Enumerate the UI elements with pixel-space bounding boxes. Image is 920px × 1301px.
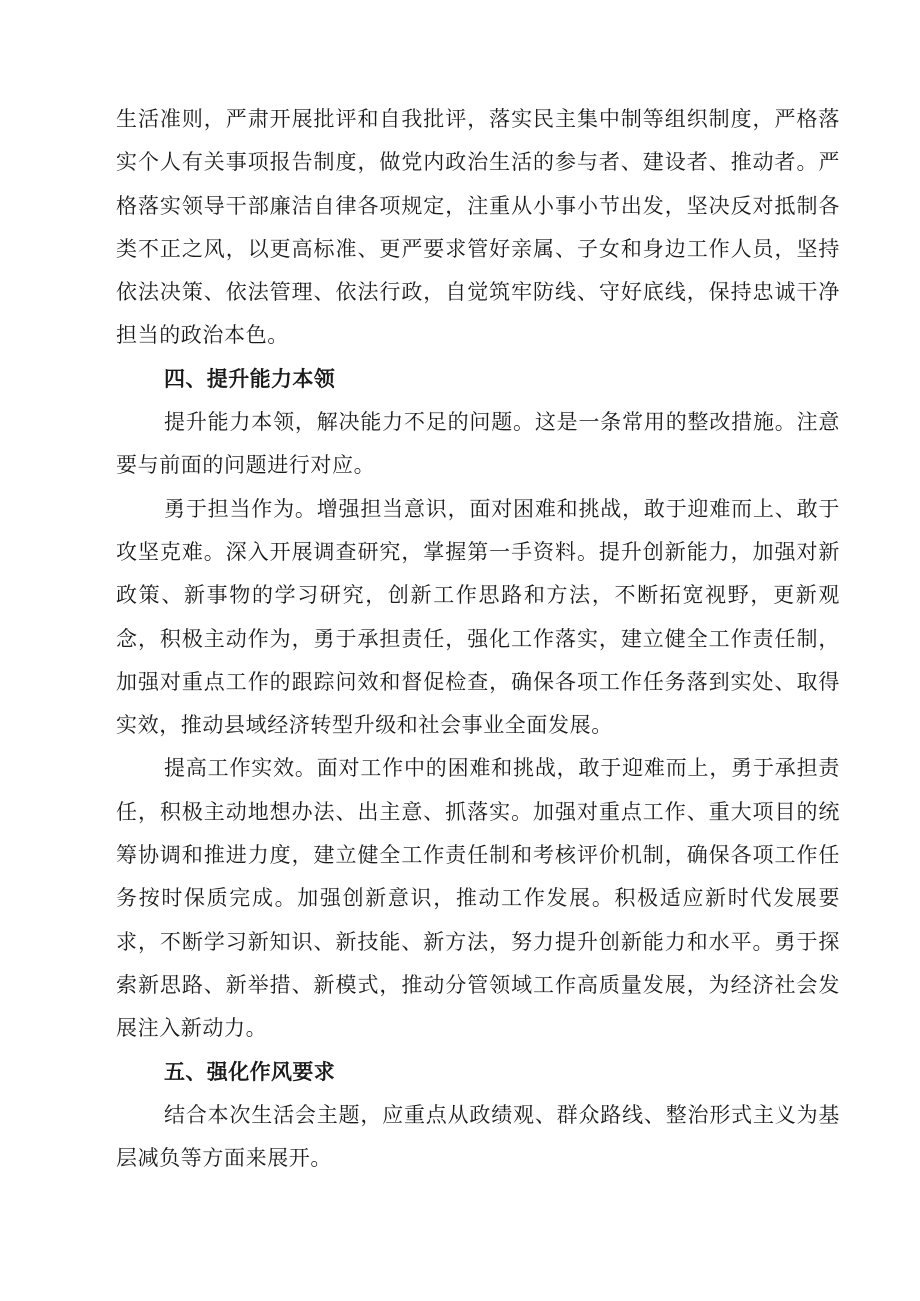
section-heading-5: 五、强化作风要求 xyxy=(164,1059,336,1084)
paragraph-ability-intro: 提升能力本领，解决能力不足的问题。这是一条常用的整改措施。注意要与前面的问题进行对应。 xyxy=(116,410,840,478)
document-page xyxy=(116,98,840,1180)
paragraph-style-intro: 结合本次生活会主题，应重点从政绩观、群众路线、整治形式主义为基层减负等方面来展开。 xyxy=(116,1102,840,1171)
paragraph-take-responsibility: 勇于担当作为。增强担当意识，面对困难和挑战，敢于迎难而上、敢于攻坚克难。深入开展调查研究，掌握第一手资料。提升创新能力，加强对新政策、新事物的学习研究，创新工作思路和方法，不断拓宽视野，更新观念，积极主动作为，勇于承担责任，强化工作落实，建立健全工作责任制，加强对重点工作的跟踪问效和督促检查，确保各项工作任务落到实处、取得实效，推动县域经济转型升级和社会事业全面发展。 xyxy=(116,496,840,738)
paragraph-discipline: 生活准则，严肃开展批评和自我批评，落实民主集中制等组织制度，严格落实个人有关事项报告制度，做党内政治生活的参与者、建设者、推动者。严格落实领导干部廉洁自律各项规定，注重从小事小节出发，坚决反对抵制各类不正之风，以更高标准、更严要求管好亲属、子女和身边工作人员，坚持依法决策、依法管理、依法行政，自觉筑牢防线、守好底线，保持忠诚干净担当的政治本色。 xyxy=(116,107,840,348)
section-heading-4: 四、提升能力本领 xyxy=(164,366,336,391)
paragraph-work-effectiveness: 提高工作实效。面对工作中的困难和挑战，敢于迎难而上，勇于承担责任，积极主动地想办法、出主意、抓落实。加强对重点工作、重大项目的统筹协调和推进力度，建立健全工作责任制和考核评价机制，确保各项工作任务按时保质完成。加强创新意识，推动工作发展。积极适应新时代发展要求，不断学习新知识、新技能、新方法，努力提升创新能力和水平。勇于探索新思路、新举措、新模式，推动分管领域工作高质量发展，为经济社会发展注入新动力。 xyxy=(116,756,840,1041)
